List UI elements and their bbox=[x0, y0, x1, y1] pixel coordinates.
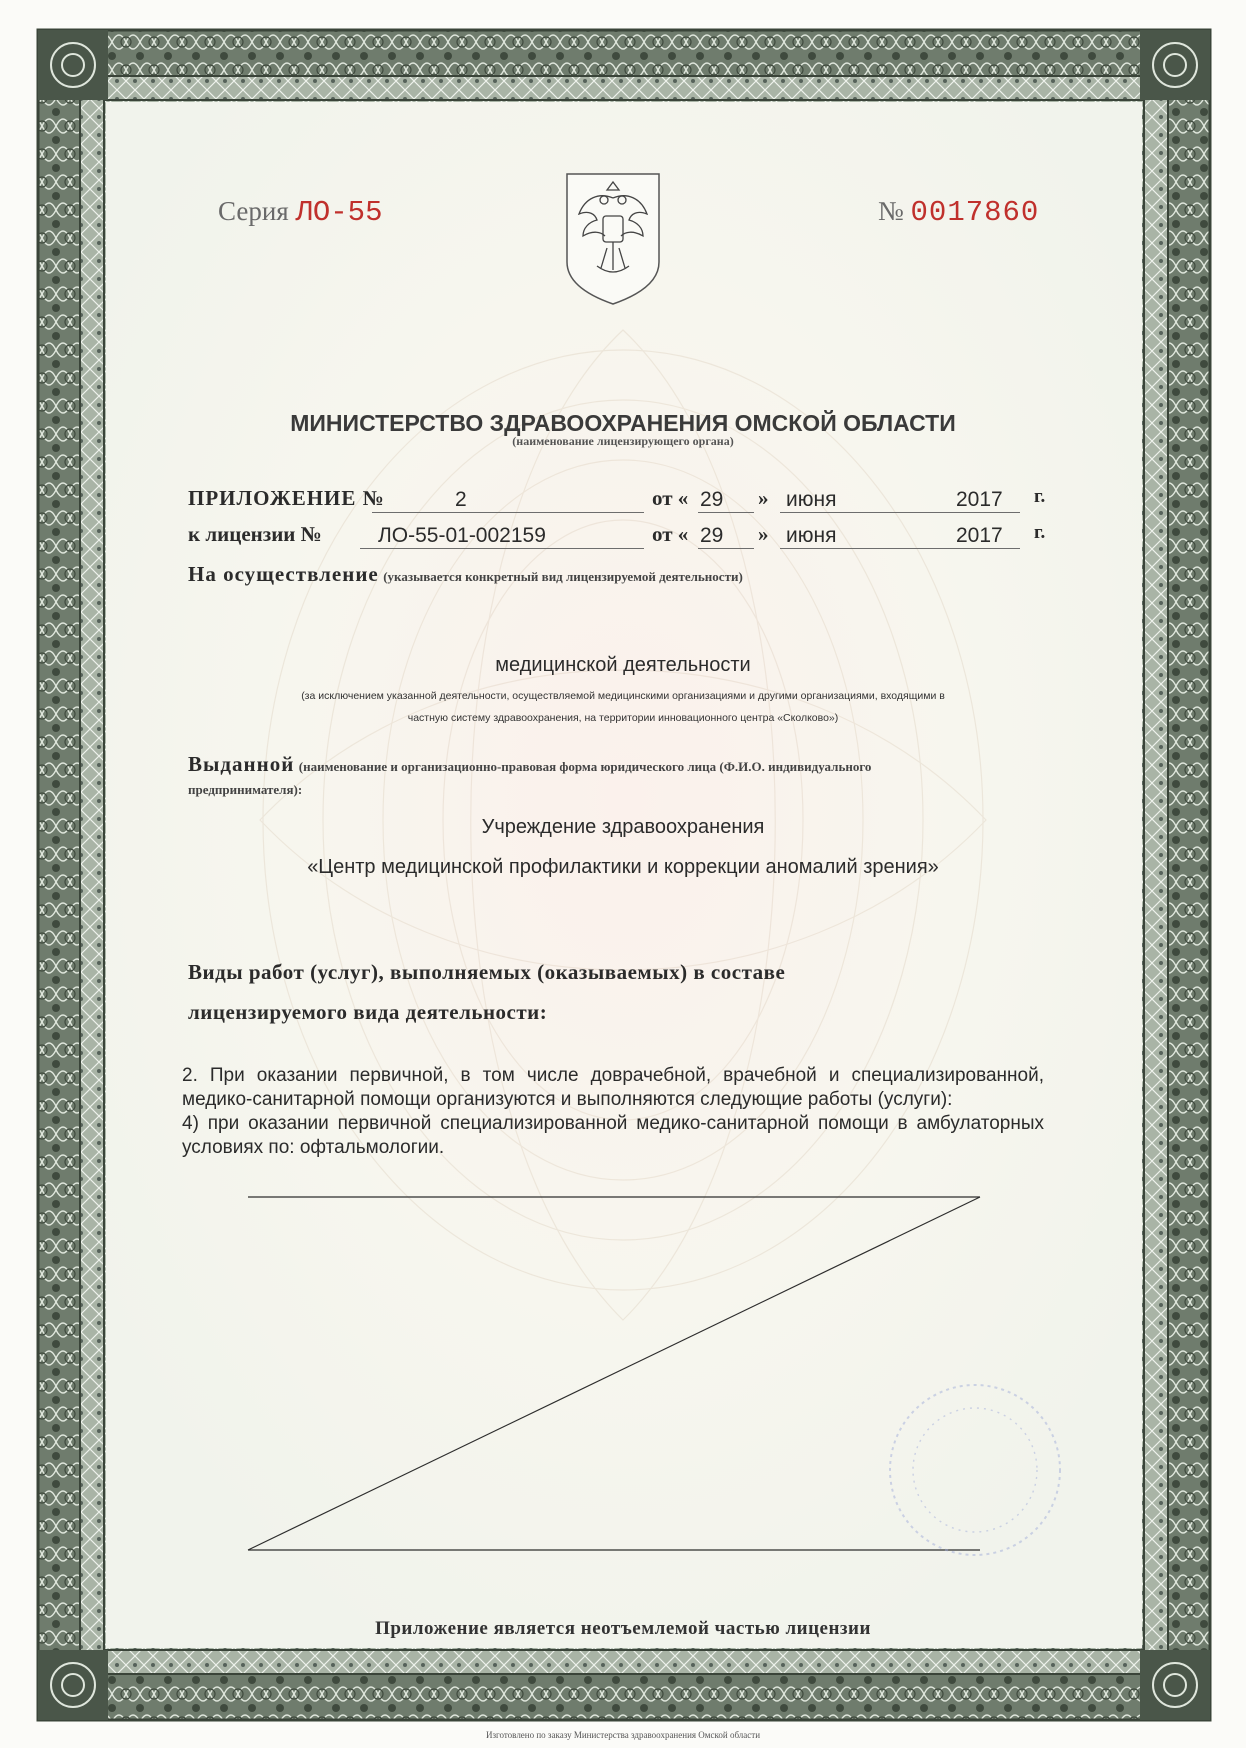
number-label: № bbox=[878, 196, 904, 226]
license-day-underline bbox=[698, 548, 754, 549]
number-value: 0017860 bbox=[910, 196, 1040, 229]
issued-label: Выданной bbox=[188, 752, 295, 776]
activity-note-line1: (за исключением указанной деятельности, осуществляемой медицинскими организациями и другими организациями, входящими в bbox=[301, 690, 945, 702]
license-date-from: от « bbox=[652, 522, 689, 546]
series-label: Серия bbox=[218, 196, 289, 226]
appendix-integral-part-note: Приложение является неотъемлемой частью лицензии bbox=[375, 1618, 871, 1639]
activity-line bbox=[188, 562, 743, 587]
number-block bbox=[878, 196, 1039, 229]
printer-note: Изготовлено по заказу Министерства здравоохранения Омской области bbox=[485, 1730, 761, 1740]
works-heading-line2: лицензируемого вида деятельности: bbox=[188, 1000, 548, 1024]
russian-coat-of-arms-icon bbox=[563, 170, 663, 310]
license-number: ЛО-55-01-002159 bbox=[378, 524, 546, 547]
license-year: 2017 bbox=[956, 524, 1003, 547]
series-block bbox=[218, 196, 382, 229]
appendix-label: ПРИЛОЖЕНИЕ № bbox=[188, 486, 385, 510]
issued-caption-line2: предпринимателя): bbox=[188, 782, 303, 797]
appendix-date-underline bbox=[780, 512, 1020, 513]
appendix-year-suffix: г. bbox=[1034, 486, 1046, 507]
license-day: 29 bbox=[700, 524, 724, 547]
license-label: к лицензии № bbox=[188, 522, 322, 546]
license-month: июня bbox=[786, 524, 837, 547]
organization-type: Учреждение здравоохранения bbox=[481, 816, 765, 838]
activity-value: медицинской деятельности bbox=[495, 654, 751, 676]
appendix-day-underline bbox=[698, 512, 754, 513]
appendix-number: 2 bbox=[455, 488, 467, 511]
license-number-underline bbox=[360, 548, 644, 549]
organization-name: «Центр медицинской профилактики и коррекции аномалий зрения» bbox=[307, 856, 939, 878]
activity-note-line2: частную систему здравоохранения, на территории инновационного центра «Сколково») bbox=[407, 712, 839, 724]
appendix-year: 2017 bbox=[956, 488, 1003, 511]
series-value: ЛО-55 bbox=[295, 196, 383, 229]
activity-label: На осуществление bbox=[188, 562, 379, 586]
license-date-underline bbox=[780, 548, 1020, 549]
appendix-month: июня bbox=[786, 488, 837, 511]
license-quote-close: » bbox=[758, 522, 769, 546]
issued-caption-line1: (наименование и организационно-правовая форма юридического лица (Ф.И.О. индивидуального bbox=[298, 759, 872, 774]
works-list bbox=[182, 1064, 1044, 1160]
appendix-number-underline bbox=[372, 512, 644, 513]
licensing-authority-caption: (наименование лицензирующего органа) bbox=[512, 434, 734, 448]
appendix-date-from: от « bbox=[652, 486, 689, 510]
appendix-quote-close: » bbox=[758, 486, 769, 510]
works-item-ophthalmology: 4) при оказании первичной специализированной медико-санитарной помощи в амбулаторных условиях по: офтальмологии. bbox=[182, 1113, 1044, 1158]
activity-caption: (указывается конкретный вид лицензируемой деятельности) bbox=[383, 569, 743, 584]
license-year-suffix: г. bbox=[1034, 522, 1046, 543]
issued-line bbox=[188, 752, 871, 777]
works-item-primary-care: 2. При оказании первичной, в том числе доврачебной, врачебной и специализированной, медико-санитарной помощи организуются и выполняются следующие работы (услуги): bbox=[182, 1065, 1044, 1110]
licensing-authority-name: МИНИСТЕРСТВО ЗДРАВООХРАНЕНИЯ ОМСКОЙ ОБЛАСТИ bbox=[290, 410, 956, 436]
works-heading-line1: Виды работ (услуг), выполняемых (оказываемых) в составе bbox=[188, 960, 786, 984]
appendix-day: 29 bbox=[700, 488, 724, 511]
